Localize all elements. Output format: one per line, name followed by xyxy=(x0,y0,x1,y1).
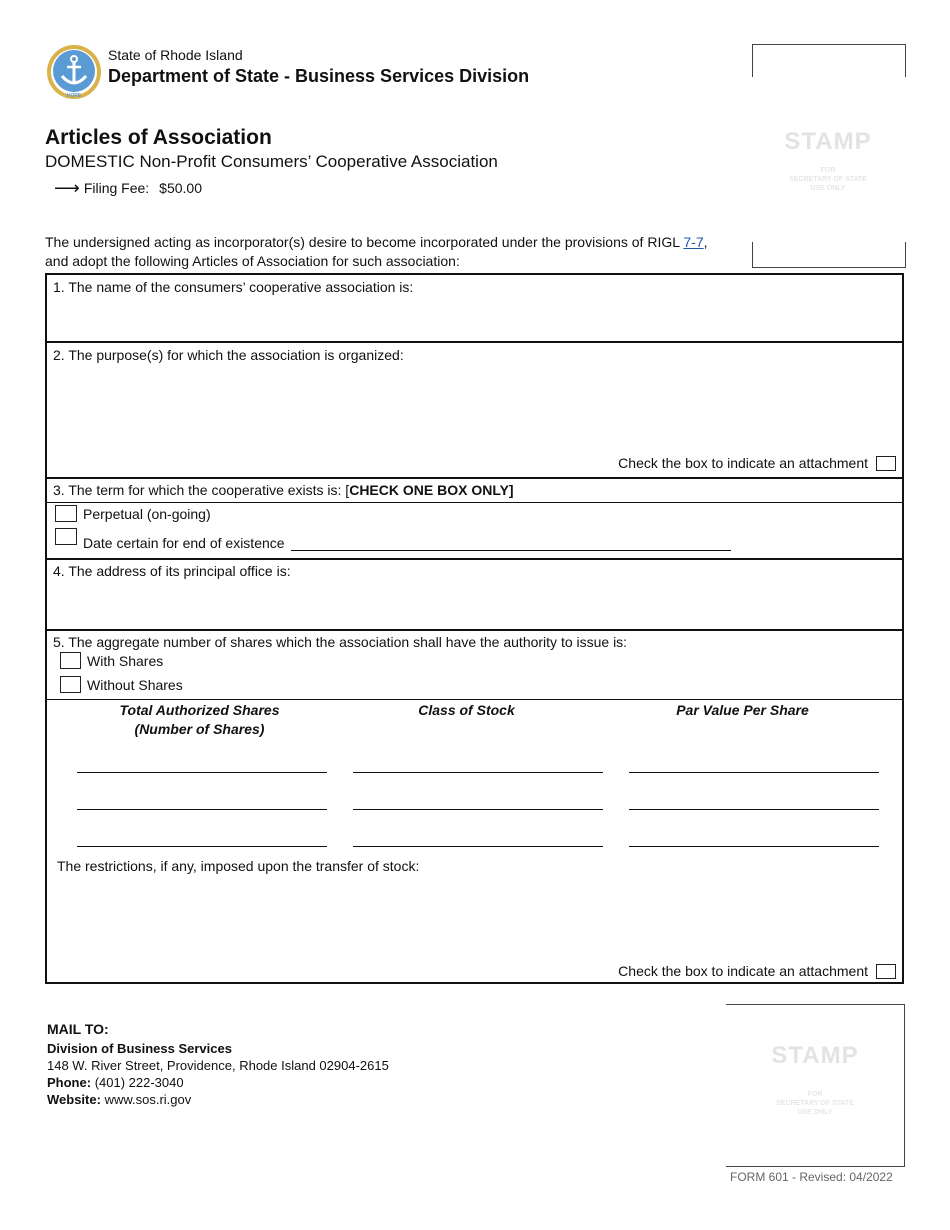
stamp-box-bottom-edge xyxy=(752,242,906,268)
date-certain-checkbox[interactable] xyxy=(55,528,77,545)
department-name: Department of State - Business Services Division xyxy=(108,66,530,86)
state-seal-logo xyxy=(46,44,102,100)
section-4-label: 4. The address of its principal office is: xyxy=(53,563,291,579)
section-5-attachment: Check the box to indicate an attachment xyxy=(618,963,896,979)
fee-label: Filing Fee: xyxy=(83,180,150,196)
restrictions-label: The restrictions, if any, imposed upon the transfer of stock: xyxy=(57,858,420,874)
date-certain-field[interactable] xyxy=(291,536,731,551)
section-3-term xyxy=(47,479,902,560)
mail-phone: Phone: (401) 222-3040 xyxy=(47,1075,184,1090)
par-value-field[interactable] xyxy=(629,846,879,847)
filing-fee xyxy=(54,180,202,196)
class-field[interactable] xyxy=(353,846,603,847)
attachment-checkbox[interactable] xyxy=(876,456,896,471)
rigl-link[interactable]: 7-7 xyxy=(683,234,704,250)
perpetual-checkbox[interactable] xyxy=(55,505,77,522)
section-5-label: 5. The aggregate number of shares which the association shall have the authority to issue is: xyxy=(53,634,628,650)
stamp-watermark: STAMP xyxy=(784,128,872,155)
section-3-label: 3. The term for which the cooperative exists is: [CHECK ONE BOX ONLY] xyxy=(53,482,514,498)
section-4-address[interactable] xyxy=(47,560,902,631)
form-body xyxy=(45,273,904,984)
section-2-attachment: Check the box to indicate an attachment xyxy=(618,455,896,471)
svg-text:HOPE: HOPE xyxy=(66,93,82,99)
option-perpetual[interactable]: Perpetual (on-going) xyxy=(55,505,211,522)
document-subtitle: DOMESTIC Non-Profit Consumers’ Cooperative Association xyxy=(45,152,498,171)
divider xyxy=(47,699,902,700)
class-field[interactable] xyxy=(353,809,603,810)
option-without-shares[interactable]: Without Shares xyxy=(60,676,183,693)
attachment-checkbox[interactable] xyxy=(876,964,896,979)
shares-field[interactable] xyxy=(77,809,327,810)
document-title: Articles of Association xyxy=(45,126,272,149)
form-code: FORM 601 - Revised: 04/2022 xyxy=(730,1170,893,1184)
section-5-shares xyxy=(47,631,902,982)
column-header-total-shares: Total Authorized Shares (Number of Shares) xyxy=(119,702,280,737)
column-header-class-of-stock: Class of Stock xyxy=(418,702,515,718)
par-value-field[interactable] xyxy=(629,809,879,810)
stamp-note: FOR SECRETARY OF STATE USE ONLY xyxy=(789,167,867,192)
shares-field[interactable] xyxy=(77,772,327,773)
stamp-box-top-edge xyxy=(752,44,906,77)
intro-paragraph: The undersigned acting as incorporator(s) desire to become incorporated under the provisions of RIGL 7-7, and adopt the following Articles of Association for such association: xyxy=(45,234,708,269)
section-1-label: 1. The name of the consumers’ cooperative association is: xyxy=(53,279,414,295)
arrow-right-icon: ⟶ xyxy=(54,178,80,198)
stamp-watermark: STAMP xyxy=(771,1042,859,1069)
section-2-label: 2. The purpose(s) for which the association is organized: xyxy=(53,347,404,363)
divider xyxy=(47,502,902,503)
stamp-note: FOR SECRETARY OF STATE USE ONLY xyxy=(776,1091,854,1116)
class-field[interactable] xyxy=(353,772,603,773)
section-2-purpose[interactable] xyxy=(47,343,902,479)
state-name: State of Rhode Island xyxy=(108,47,243,63)
shares-field[interactable] xyxy=(77,846,327,847)
mail-to-label: MAIL TO: xyxy=(47,1021,109,1037)
option-date-certain[interactable]: Date certain for end of existence xyxy=(55,528,731,551)
with-shares-checkbox[interactable] xyxy=(60,652,81,669)
section-1-name[interactable] xyxy=(47,275,902,343)
stamp-box-bottom xyxy=(726,1004,905,1167)
without-shares-checkbox[interactable] xyxy=(60,676,81,693)
option-with-shares[interactable]: With Shares xyxy=(60,652,163,669)
par-value-field[interactable] xyxy=(629,772,879,773)
mail-website: Website: www.sos.ri.gov xyxy=(47,1092,192,1107)
column-header-par-value: Par Value Per Share xyxy=(676,702,809,718)
fee-amount: $50.00 xyxy=(159,180,202,196)
mail-org: Division of Business Services xyxy=(47,1041,232,1056)
mail-address: 148 W. River Street, Providence, Rhode Island 02904-2615 xyxy=(47,1058,389,1073)
